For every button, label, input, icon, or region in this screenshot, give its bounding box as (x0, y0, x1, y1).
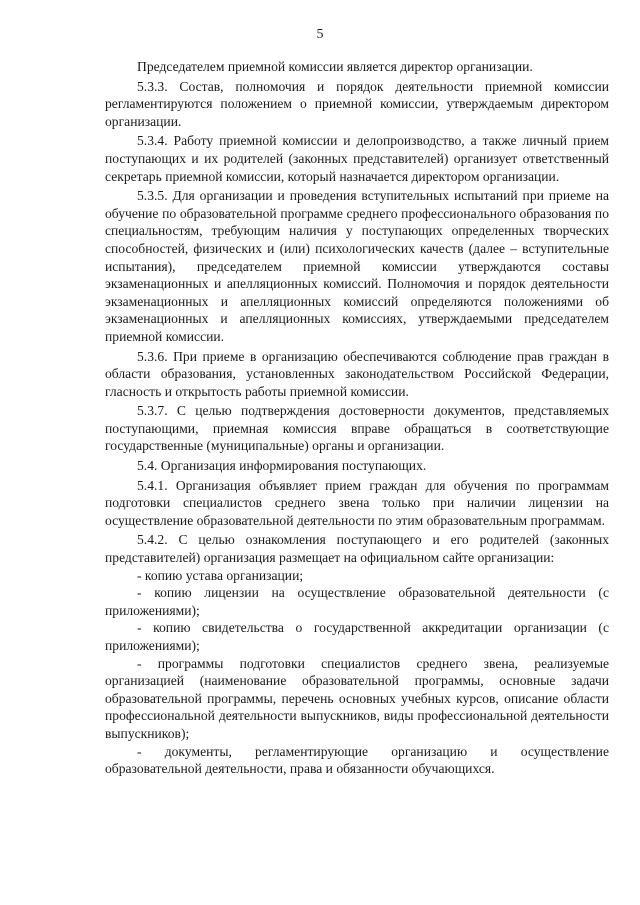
list-item-charter: - копию устава организации; (137, 567, 304, 583)
list-item-license: - копию лицензии на осуществление образовательной деятельности (с приложениями); (105, 585, 609, 618)
paragraph-5-3-7: 5.3.7. С целью подтверждения достоверности документов, представляемых поступающими, приемная комиссия вправе обращаться в соответствующие государственные (муниципальные) органы и организации. (105, 403, 609, 454)
list-item-documents: - документы, регламентирующие организацию и осуществление образовательной деятельности, права и обязанности обучающихся. (105, 743, 609, 777)
list-item-programs: - программы подготовки специалистов среднего звена, реализуемые организацией (наименование образовательной программы, основные задачи образовательной программы, перечень основных учебных курсов, описание области профессиональной деятельности выпускников, виды профессиональной деятельности выпускников); (105, 655, 609, 741)
page-number: 5 (316, 27, 324, 42)
paragraph-5-3-3: 5.3.3. Состав, полномочия и порядок деятельности приемной комиссии регламентируются положением о приемной комиссии, утверждаемым директором организации. (105, 78, 609, 129)
paragraph-5-4-1: 5.4.1. Организация объявляет прием граждан для обучения по программам подготовки специалистов среднего звена только при наличии лицензии на осуществление образовательной деятельности по этим образовательным программам. (105, 477, 609, 528)
paragraph-5-3-4: 5.3.4. Работу приемной комиссии и делопроизводство, а также личный прием поступающих и их родителей (законных представителей) организует ответственный секретарь приемной комиссии, который назначается директором организации. (105, 133, 609, 184)
document-body (105, 58, 609, 778)
paragraph-5-3-5: 5.3.5. Для организации и проведения вступительных испытаний при приеме на обучение по образовательной программе среднего профессионального образования по специальностям, требующим наличия у поступающих определенных творческих способностей, физических и (или) психологических качеств (далее – вступительные испытания), председателем приемной комиссии утверждаются составы экзаменационных и апелляционных комиссий. Полномочия и порядок деятельности экзаменационных и апелляционных комиссий определяются положениями об экзаменационных и апелляционных комиссиях, утверждаемыми председателем приемной комиссии. (105, 188, 609, 344)
paragraph-chairman: Председателем приемной комиссии является директор организации. (137, 59, 533, 74)
list-item-accreditation: - копию свидетельства о государственной аккредитации организации (с приложениями); (105, 620, 609, 653)
paragraph-5-3-6: 5.3.6. При приеме в организацию обеспечиваются соблюдение прав граждан в области образования, установленных законодательством Российской Федерации, гласность и открытость работы приемной комиссии. (105, 348, 609, 399)
paragraph-5-4: 5.4. Организация информирования поступающих. (137, 458, 427, 474)
paragraph-5-4-2: 5.4.2. С целью ознакомления поступающего и его родителей (законных представителей) организация размещает на официальном сайте организации: (105, 532, 609, 566)
